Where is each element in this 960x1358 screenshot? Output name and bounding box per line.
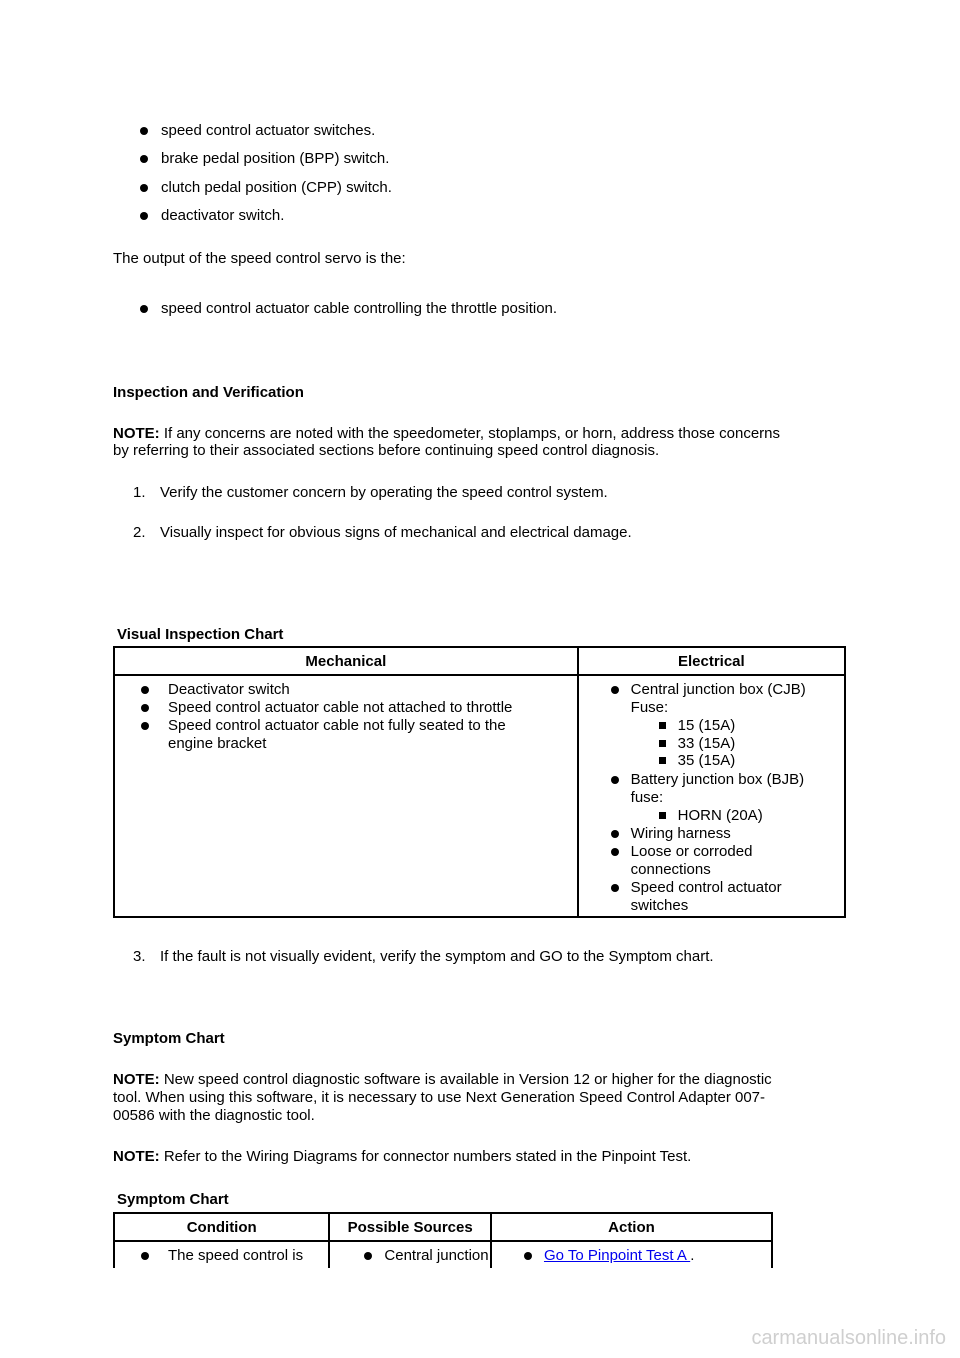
column-header: Mechanical <box>114 647 578 675</box>
step-item <box>133 948 714 966</box>
square-bullet-icon <box>659 812 666 819</box>
bullet-icon <box>140 155 148 163</box>
output-intro: The output of the speed control servo is the: <box>113 250 406 267</box>
condition-cell <box>114 1241 329 1268</box>
step-text: If the fault is not visually evident, verify the symptom and GO to the Symptom chart. <box>160 948 714 965</box>
list-item: deactivator switch. <box>140 207 284 225</box>
list-item: 35 (15A) <box>659 752 736 770</box>
square-bullet-icon <box>659 722 666 729</box>
note-text: New speed control diagnostic software is available in Version 12 or higher for the diagnostic <box>159 1071 772 1088</box>
sources-cell <box>329 1241 491 1268</box>
list-item: clutch pedal position (CPP) switch. <box>140 179 392 197</box>
visual-inspection-table <box>113 646 846 918</box>
table-row <box>114 1241 772 1268</box>
list-item: Speed control actuator cable not attached to throttle <box>141 699 512 717</box>
list-item: The speed control is <box>141 1247 303 1265</box>
bullet-icon <box>611 776 619 784</box>
note-text: by referring to their associated sections before continuing speed control diagnosis. <box>113 442 660 459</box>
step-number: 1. <box>133 484 146 501</box>
section-heading: Inspection and Verification <box>113 384 304 401</box>
table-header-row <box>114 647 845 675</box>
list-item: Central junction box (CJB) <box>611 681 806 699</box>
list-item: Go To Pinpoint Test A . <box>524 1247 694 1265</box>
step-text: Verify the customer concern by operating the speed control system. <box>160 484 608 501</box>
watermark: carmanualsonline.info <box>751 1327 946 1349</box>
list-item: Wiring harness <box>611 825 731 843</box>
column-header: Condition <box>114 1213 329 1241</box>
list-item: Central junction <box>364 1247 488 1265</box>
note-text: 00586 with the diagnostic tool. <box>113 1107 315 1124</box>
bullet-icon <box>141 686 149 694</box>
symptom-note-2 <box>113 1148 691 1166</box>
note-label: NOTE: <box>113 425 160 442</box>
step-number: 3. <box>133 948 146 965</box>
list-item: Loose or corroded <box>611 843 753 861</box>
note-text: If any concerns are noted with the speedometer, stoplamps, or horn, address those concerns <box>159 425 781 442</box>
bullet-icon <box>141 1252 149 1260</box>
step-number: 2. <box>133 524 146 541</box>
step-item <box>133 524 632 542</box>
square-bullet-icon <box>659 757 666 764</box>
step-item <box>133 484 608 502</box>
table-caption: Symptom Chart <box>117 1191 229 1208</box>
bullet-icon <box>141 704 149 712</box>
bullet-icon <box>140 184 148 192</box>
list-item: speed control actuator cable controlling the throttle position. <box>140 300 557 318</box>
list-item: 33 (15A) <box>659 735 736 753</box>
section-heading: Symptom Chart <box>113 1030 225 1047</box>
bullet-icon <box>611 686 619 694</box>
note-label: NOTE: <box>113 1148 160 1165</box>
table-row <box>114 675 845 917</box>
table-header-row <box>114 1213 772 1241</box>
note-label: NOTE: <box>113 1071 160 1088</box>
action-cell <box>491 1241 772 1268</box>
bullet-icon <box>611 884 619 892</box>
bullet-icon <box>140 305 148 313</box>
bullet-icon <box>140 212 148 220</box>
column-header: Action <box>491 1213 772 1241</box>
note-text: Refer to the Wiring Diagrams for connector numbers stated in the Pinpoint Test. <box>159 1148 692 1165</box>
list-item: 15 (15A) <box>659 717 736 735</box>
step-text: Visually inspect for obvious signs of mechanical and electrical damage. <box>160 524 632 541</box>
bullet-icon <box>364 1252 372 1260</box>
square-bullet-icon <box>659 740 666 747</box>
list-item: Speed control actuator cable not fully seated to the <box>141 717 506 735</box>
bullet-icon <box>141 722 149 730</box>
mechanical-cell: Deactivator switch Speed control actuator cable not attached to throttle Speed control actuator cable not fully seated to the engine bracket <box>114 675 578 917</box>
pinpoint-test-a-link[interactable]: Go To Pinpoint Test A <box>543 1247 691 1264</box>
bullet-icon <box>140 127 148 135</box>
table-caption: Visual Inspection Chart <box>117 626 284 643</box>
symptom-table <box>113 1212 773 1268</box>
list-item: HORN (20A) <box>659 807 763 825</box>
column-header: Electrical <box>578 647 845 675</box>
list-item: speed control actuator switches. <box>140 122 375 140</box>
bullet-icon <box>524 1252 532 1260</box>
list-item: Deactivator switch <box>141 681 290 699</box>
list-item: brake pedal position (BPP) switch. <box>140 150 389 168</box>
bullet-icon <box>611 830 619 838</box>
note-text: tool. When using this software, it is necessary to use Next Generation Speed Control Adapter 007- <box>113 1089 766 1106</box>
list-item: Battery junction box (BJB) <box>611 771 804 789</box>
bullet-icon <box>611 848 619 856</box>
list-item: Speed control actuator <box>611 879 782 897</box>
electrical-cell: Central junction box (CJB) Fuse: 15 (15A) 33 (15A) 35 (15A) Battery junction box (BJB) fuse: HORN (20A) Wiring harness Loose or corroded connections Speed control actuator switches <box>578 675 845 917</box>
column-header: Possible Sources <box>329 1213 491 1241</box>
